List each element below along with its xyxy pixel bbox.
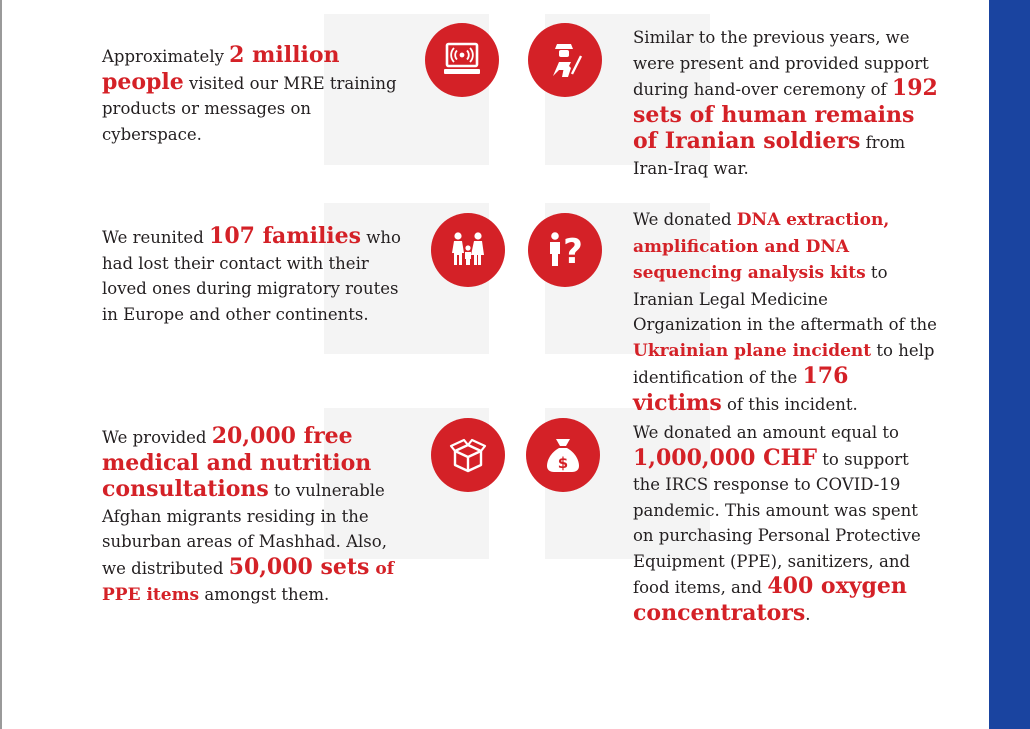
dollar-symbol: $ bbox=[557, 454, 569, 472]
dna-highlight-victims: 176 victims bbox=[633, 363, 849, 416]
donation-text-2: to support the IRCS response to COVID-19 pandemic. This amount was spent on purchasing Personal Protective Equipment (PPE), sanitizers, and food items, and bbox=[633, 449, 921, 597]
computer-broadcast-icon bbox=[425, 23, 499, 97]
soldiers-highlight-remains: 192 sets of human remains of Iranian soldiers bbox=[633, 75, 938, 154]
mre-visitors-text bbox=[102, 43, 402, 147]
medical-consultations-text bbox=[102, 424, 402, 609]
mre-highlight-visitors: 2 million people bbox=[102, 42, 340, 95]
donation-text-1: We donated an amount equal to bbox=[633, 423, 899, 442]
mre-text-1: Approximately bbox=[102, 47, 230, 66]
dna-text-3: to help identification of the bbox=[633, 340, 935, 387]
side-band bbox=[989, 0, 1030, 729]
soldiers-text-2: from Iran-Iraq war. bbox=[633, 133, 906, 178]
dna-text-2: to Iranian Legal Medicine Organization in the aftermath of the bbox=[633, 263, 937, 334]
mre-text-2: visited our MRE training products or messages on cyberspace. bbox=[102, 73, 397, 144]
family-reunion-text bbox=[102, 224, 407, 327]
medical-highlight-ppe: of PPE items bbox=[102, 558, 395, 605]
medical-highlight-sets: 50,000 sets bbox=[228, 553, 370, 580]
svg-text:?: ? bbox=[563, 232, 583, 272]
soldier-remains-icon bbox=[528, 23, 602, 97]
chf-donation-text bbox=[633, 420, 938, 627]
donation-highlight-concentrators: 400 oxygen concentrators bbox=[633, 573, 907, 626]
soldiers-remains-text bbox=[633, 25, 938, 181]
families-text-2: who had lost their contact with their loved ones during migratory routes in Europe and other continents. bbox=[102, 228, 401, 324]
medical-text-1: We provided bbox=[102, 428, 212, 447]
families-text-1: We reunited bbox=[102, 228, 210, 247]
family-icon bbox=[431, 213, 505, 287]
families-highlight-count: 107 families bbox=[209, 223, 362, 249]
soldiers-text-1: Similar to the previous years, we were present and provided support during hand-over ceremony of bbox=[633, 28, 929, 99]
relief-box-icon bbox=[431, 418, 505, 492]
dna-highlight-incident: Ukrainian plane incident bbox=[633, 340, 872, 361]
medical-text-2: to vulnerable Afghan migrants residing in the suburban areas of Mashhad. Also, we distributed bbox=[102, 481, 387, 578]
dna-text-1: We donated bbox=[633, 210, 737, 229]
medical-highlight-consultations: 20,000 free medical and nutrition consultations bbox=[102, 423, 372, 502]
dna-text-4: of this incident. bbox=[721, 394, 858, 414]
medical-text-3: amongst them. bbox=[199, 585, 330, 604]
dna-kits-text bbox=[633, 207, 938, 417]
dna-highlight-kits: DNA extraction, amplification and DNA sequencing analysis kits bbox=[633, 210, 890, 283]
donation-highlight-amount: 1,000,000 CHF bbox=[633, 444, 818, 471]
person-question-icon bbox=[528, 213, 602, 287]
money-bag-icon bbox=[526, 418, 600, 492]
donation-text-3: . bbox=[805, 604, 811, 624]
